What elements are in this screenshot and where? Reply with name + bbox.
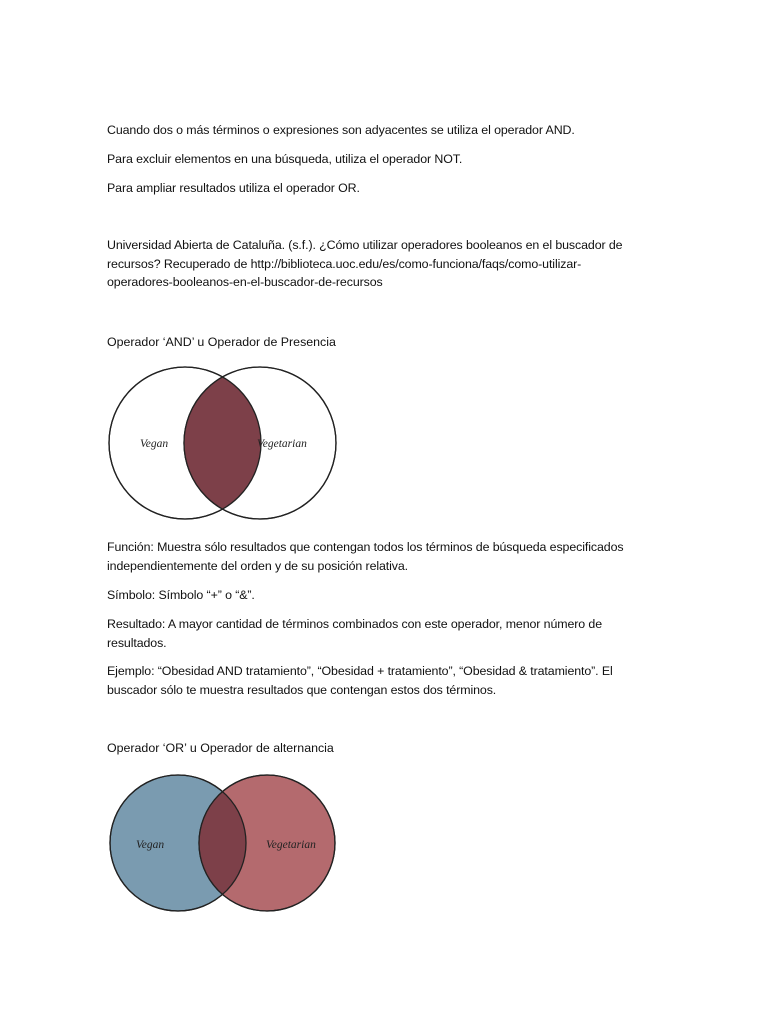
funcion-line: Función: Muestra sólo resultados que contengan todos los términos de búsqueda especificados [107,540,624,554]
or-venn-left-label: Vegan [136,839,165,851]
resultado-line: Resultado: A mayor cantidad de términos combinados con este operador, menor número de [107,617,602,631]
and-venn-diagram [100,362,350,522]
ejemplo-line: Ejemplo: “Obesidad AND tratamiento”, “Obesidad + tratamiento”, “Obesidad & tratamiento”. El [107,664,613,678]
intro-or-line: Para ampliar resultados utiliza el operador OR. [107,181,360,195]
simbolo-line: Símbolo: Símbolo “+” o “&”. [107,588,255,602]
resultado-paragraph [107,615,667,652]
ejemplo-paragraph [107,662,667,699]
or-venn-right-label: Vegetarian [266,839,316,851]
resultado-line: resultados. [107,635,167,650]
and-venn-left-label: Vegan [140,438,169,450]
ejemplo-line: buscador sólo te muestra resultados que contengan estos dos términos. [107,682,497,697]
citation-line: Universidad Abierta de Cataluña. (s.f.). ¿Cómo utilizar operadores booleanos en el buscador de [107,238,623,252]
citation-line: recursos? Recuperado de http://biblioteca.uoc.edu/es/como-funciona/faqs/como-utilizar- [107,256,582,271]
citation [107,236,667,292]
intro-and-line: Cuando dos o más términos o expresiones son adyacentes se utiliza el operador AND. [107,123,575,137]
and-venn-right-label: Vegetarian [257,438,307,450]
and-heading: Operador ‘AND’ u Operador de Presencia [107,335,336,349]
or-venn-diagram [100,768,370,918]
citation-line: operadores-booleanos-en-el-buscador-de-recursos [107,275,383,289]
funcion-paragraph [107,538,667,575]
or-heading: Operador ‘OR’ u Operador de alternancia [107,741,334,755]
intro-not-line: Para excluir elementos en una búsqueda, utiliza el operador NOT. [107,152,463,166]
funcion-line: independientemente del orden y de su posición relativa. [107,558,409,573]
